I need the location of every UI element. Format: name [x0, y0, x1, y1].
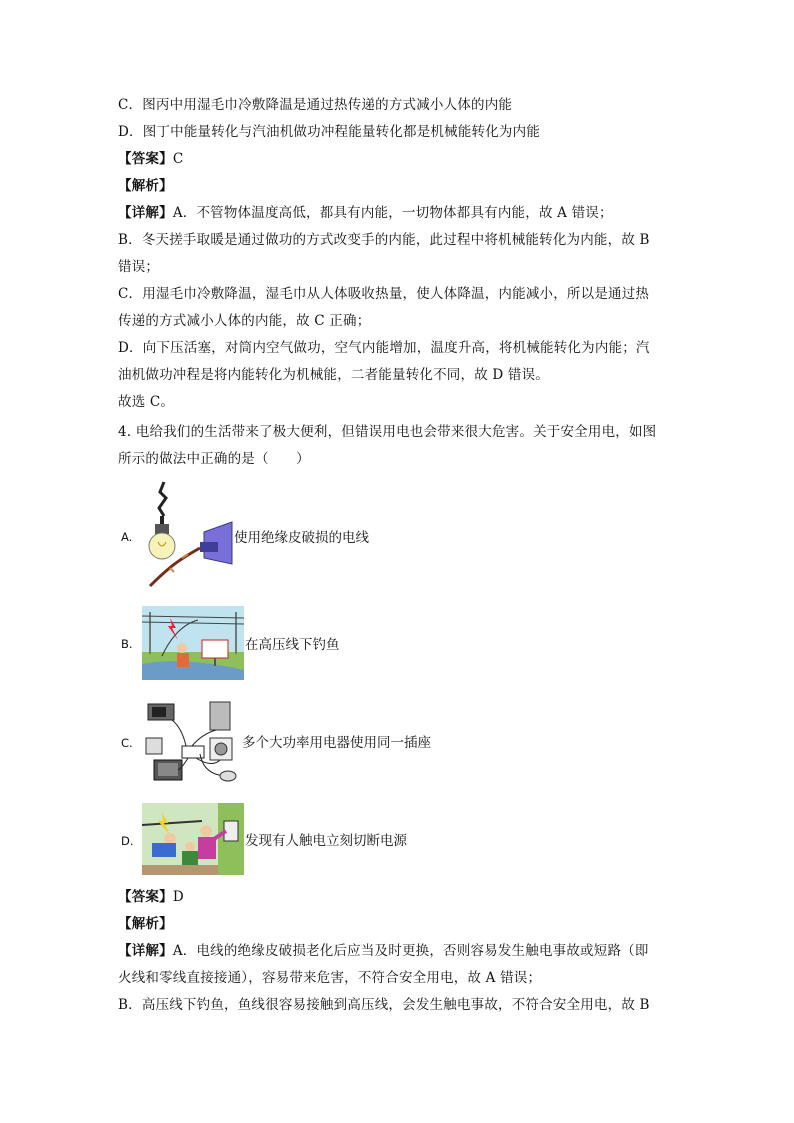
explain-c-line-2: 传递的方式减小人体的内能，故 C 正确；: [118, 313, 371, 329]
option-d-text: 发现有人触电立刻切断电源: [245, 833, 407, 849]
cut-power-rescue-illustration: [142, 803, 244, 875]
explain-2-a-text: A．电线的绝缘皮破损老化后应当及时更换，否则容易发生触电事故或短路（即: [172, 943, 649, 959]
option-c-line: C．图丙中用湿毛巾冷敷降温是通过热传递的方式减小人体的内能: [118, 97, 513, 113]
explain-b-line-1: B．冬天搓手取暖是通过做功的方式改变手的内能，此过程中将机械能转化为内能，故 B: [118, 232, 650, 248]
explain-2-tag: 【详解】: [118, 943, 173, 959]
explain-tag: 【详解】: [118, 205, 173, 221]
question-4-line-1: 4. 电给我们的生活带来了极大便利，但错误用电也会带来很大危害。关于安全用电，如图: [118, 424, 657, 440]
analysis-label: 【解析】: [118, 178, 173, 194]
explain-2-b-line-1: B．高压线下钓鱼，鱼线很容易接触到高压线，会发生触电事故，不符合安全用电，故 B: [118, 997, 650, 1013]
explain-c-line-1: C．用湿毛巾冷敷降温，湿毛巾从人体吸收热量，使人体降温，内能减小，所以是通过热: [118, 286, 650, 302]
option-c-letter: C.: [121, 736, 133, 750]
answer-line: [118, 149, 183, 169]
explain-2-a-line-2: 火线和零线直接接通），容易带来危害，不符合安全用电，故 A 错误；: [118, 970, 542, 986]
conclusion-line: 故选 C。: [118, 394, 175, 410]
answer-value: C: [172, 151, 184, 167]
option-b-text: 在高压线下钓鱼: [245, 637, 340, 653]
analysis-2-label: 【解析】: [118, 916, 173, 932]
explain-a-text: A．不管物体温度高低，都具有内能，一切物体都具有内能，故 A 错误；: [172, 205, 613, 221]
question-4-line-2: 所示的做法中正确的是（ ）: [118, 451, 310, 467]
answer-2-value: D: [172, 889, 184, 905]
explain-2-a-line-1: [118, 941, 649, 961]
fishing-under-power-line-illustration: [142, 606, 244, 680]
answer-2-line: [118, 887, 184, 907]
answer-tag: 【答案】: [118, 151, 173, 167]
explain-d-line-1: D．向下压活塞，对筒内空气做功，空气内能增加，温度升高，将机械能转化为内能；汽: [118, 340, 650, 356]
option-a-text: 使用绝缘皮破损的电线: [234, 530, 369, 546]
explain-a-line: [118, 203, 613, 223]
broken-wire-illustration: [142, 478, 234, 596]
option-c-text: 多个大功率用电器使用同一插座: [242, 735, 431, 751]
explain-b-line-2: 错误；: [118, 259, 160, 275]
option-b-letter: B.: [121, 637, 133, 651]
explain-d-line-2: 油机做功冲程是将内能转化为机械能，二者能量转化不同，故 D 错误。: [118, 367, 550, 383]
option-d-letter: D.: [121, 834, 134, 848]
overloaded-socket-illustration: [142, 698, 242, 786]
answer-2-tag: 【答案】: [118, 889, 173, 905]
option-a-letter: A.: [121, 530, 133, 544]
option-d-line: D．图丁中能量转化与汽油机做功冲程能量转化都是机械能转化为内能: [118, 124, 541, 140]
